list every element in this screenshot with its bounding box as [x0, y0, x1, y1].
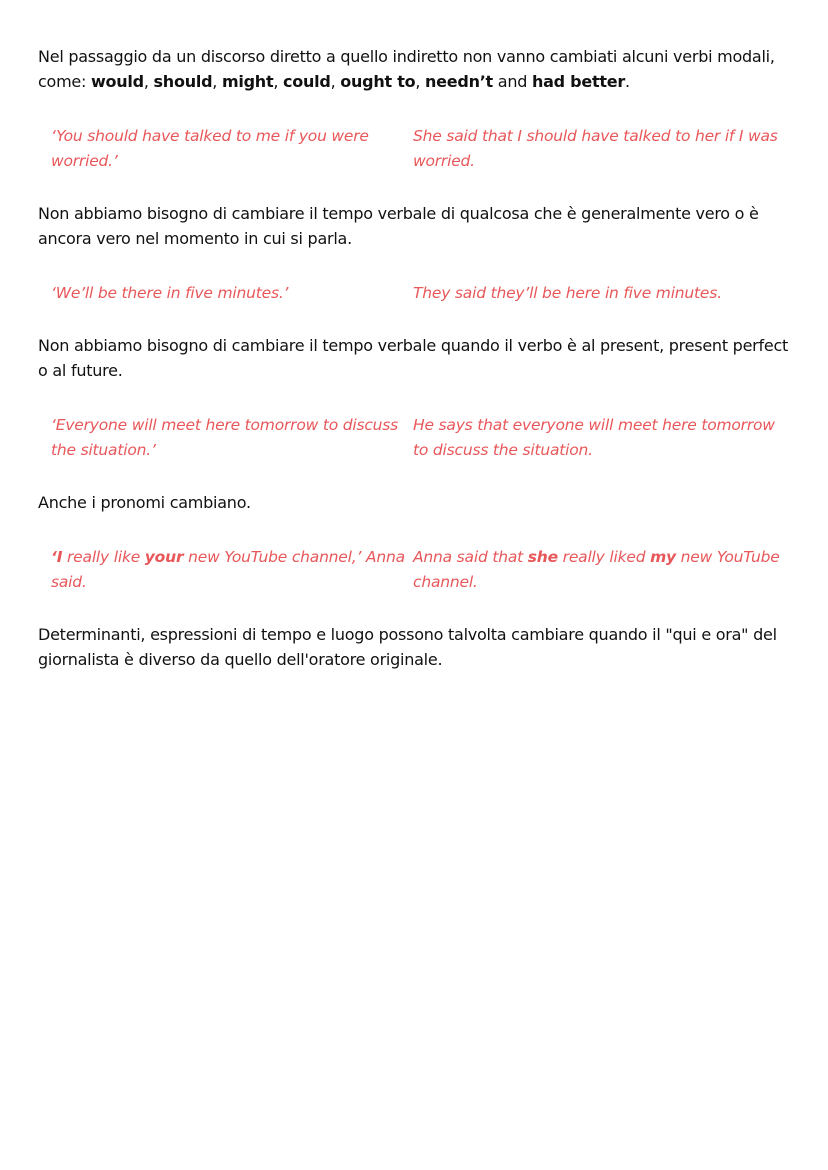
text-run: ,: [330, 72, 341, 91]
pronoun-i: I: [56, 548, 63, 566]
modal-might: might: [221, 72, 274, 91]
pronoun-she: she: [527, 548, 558, 566]
reported-speech-example: She said that I should have talked to her if I was worried.: [413, 127, 778, 170]
pronoun-my: my: [650, 548, 676, 566]
modal-had-better: had better: [531, 72, 626, 91]
paragraph-pronouns: Anche i pronomi cambiano.: [38, 493, 251, 512]
example-row-modals: [51, 124, 790, 174]
text-run: .: [625, 72, 630, 91]
example-row-pronouns: [51, 545, 790, 595]
text-run: new YouTube channel,’ Anna said.: [51, 548, 405, 591]
text-run: Nel passaggio da un discorso diretto a quello indiretto non vanno cambiati alcuni verbi modali, come:: [38, 47, 775, 91]
text-run: ‘: [51, 548, 57, 566]
modal-should: should: [153, 72, 213, 91]
text-run: new YouTube channel.: [413, 548, 780, 591]
text-run: and: [492, 72, 532, 91]
example-row-general-truth: [51, 281, 790, 306]
direct-speech-example: [51, 545, 413, 595]
direct-speech-example: ‘Everyone will meet here tomorrow to discuss the situation.’: [51, 416, 399, 459]
pronoun-your: your: [144, 548, 184, 566]
direct-speech-example: ‘We’ll be there in five minutes.’: [51, 284, 289, 302]
modal-would: would: [91, 72, 144, 91]
text-run: ,: [273, 72, 284, 91]
document-page: [38, 44, 790, 672]
paragraph-general-truth: Non abbiamo bisogno di cambiare il tempo verbale di qualcosa che è generalmente vero o è ancora vero nel momento in cui si parla.: [38, 204, 759, 248]
modal-neednt: needn’t: [425, 72, 493, 91]
text-run: ,: [143, 72, 154, 91]
text-run: ,: [212, 72, 222, 91]
direct-speech-example: ‘You should have talked to me if you were worried.’: [51, 127, 369, 170]
reported-speech-example: [413, 545, 783, 595]
text-run: Anna said that: [413, 548, 528, 566]
text-run: really like: [62, 548, 145, 566]
text-run: ,: [415, 72, 426, 91]
paragraph-determiners: Determinanti, espressioni di tempo e luogo possono talvolta cambiare quando il "qui e ora" del giornalista è diverso da quello dell'oratore originale.: [38, 625, 777, 669]
paragraph-present-tense: Non abbiamo bisogno di cambiare il tempo verbale quando il verbo è al present, present perfect o al future.: [38, 336, 789, 380]
paragraph-modal-verbs: [38, 44, 790, 94]
modal-could: could: [283, 72, 331, 91]
example-row-present-tense: [51, 413, 790, 463]
text-run: really liked: [557, 548, 651, 566]
modal-ought-to: ought to: [340, 72, 416, 91]
reported-speech-example: They said they’ll be here in five minutes.: [413, 284, 722, 302]
reported-speech-example: He says that everyone will meet here tomorrow to discuss the situation.: [413, 416, 775, 459]
